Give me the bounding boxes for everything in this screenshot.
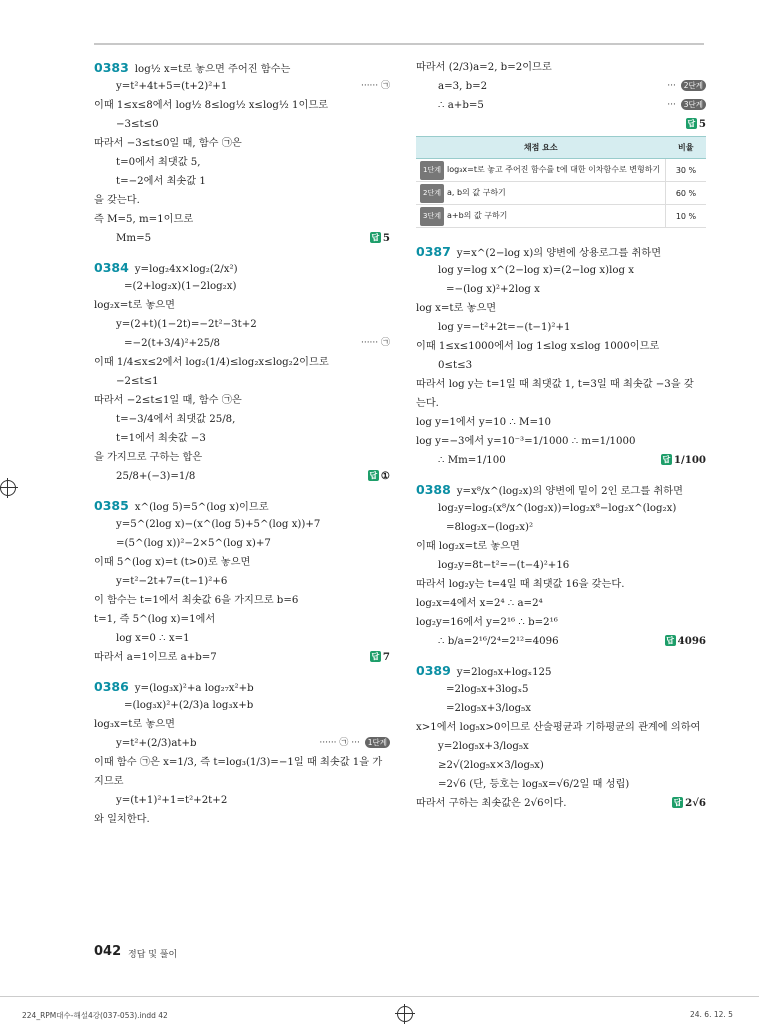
solution-line [94, 191, 390, 210]
solution-line [94, 648, 390, 667]
solution-line [94, 610, 390, 629]
spacer [94, 248, 390, 258]
solution-line [94, 553, 390, 572]
line-text: =(log₃x)²+(2/3)a log₃x+b [124, 700, 254, 711]
solution-line [416, 115, 706, 134]
scoring-table-header: 비율 [666, 137, 707, 159]
solution-line [416, 299, 706, 318]
line-text: y=2log₅x+logₓ125 [456, 667, 552, 678]
problem-number: 0389 [416, 663, 451, 678]
line-text: t=−2에서 최솟값 1 [116, 176, 206, 187]
solution-line [416, 661, 706, 680]
line-text: x^(log 5)=5^(log x)이므로 [134, 502, 269, 513]
solution-line [94, 391, 390, 410]
step-badge: 2단계 [681, 80, 706, 91]
solution-line [94, 496, 390, 515]
line-text: ≥2√(2log₅x×3/log₅x) [438, 760, 544, 771]
line-text: y=(t+1)²+1=t²+2t+2 [116, 795, 228, 806]
line-text: 을 가지므로 구하는 합은 [94, 452, 203, 463]
line-text: 따라서 −3≤t≤0일 때, 함수 ㉠은 [94, 138, 242, 149]
solution-line [416, 58, 706, 77]
line-text: 따라서 log₂y는 t=4일 때 최댓값 16을 갖는다. [416, 579, 625, 590]
line-text: y=(2+t)(1−2t)=−2t²−3t+2 [116, 319, 257, 330]
line-text: log₂y=log₂(x⁸/x^(log₂x))=log₂x⁸−log₂x^(log₂x) [438, 503, 677, 514]
line-text: =2√6 (단, 등호는 log₅x=√6/2일 때 성립) [438, 779, 630, 790]
solution-line [416, 318, 706, 337]
solution-line [94, 572, 390, 591]
registration-mark-icon [0, 480, 16, 496]
line-text: 즉 M=5, m=1이므로 [94, 214, 194, 225]
solution-line [94, 591, 390, 610]
line-text: x>1에서 log₅x>0이므로 산술평균과 기하평균의 관계에 의하여 [416, 722, 701, 733]
line-text: 따라서 (2/3)a=2, b=2이므로 [416, 62, 552, 73]
solution-line [416, 775, 706, 794]
answer [370, 648, 390, 667]
problem-number: 0386 [94, 679, 129, 694]
solution-line [94, 258, 390, 277]
line-text: 이때 1/4≤x≤2에서 log₂(1/4)≤log₂x≤log₂2이므로 [94, 357, 329, 368]
answer-value: 5 [698, 118, 706, 130]
answer-icon: 답 [687, 119, 696, 128]
solution-line [94, 172, 390, 191]
solution-line [94, 791, 390, 810]
line-text: −3≤t≤0 [116, 119, 159, 130]
line-text: y=log₂4x×log₂(2/x²) [134, 264, 238, 275]
problem-number: 0385 [94, 498, 129, 513]
answer-value: 4096 [677, 635, 706, 647]
line-text: y=x⁸/x^(log₂x)의 양변에 밑이 2인 로그를 취하면 [456, 486, 683, 497]
answer [661, 451, 706, 470]
equation-tag: ······ ㉠ [360, 338, 390, 348]
solution-line [416, 96, 706, 115]
answer [368, 467, 390, 486]
equation-tag: ······ ㉠ [360, 81, 390, 91]
solution-line [416, 413, 706, 432]
solution-line [416, 394, 706, 413]
page-number: 042 [94, 944, 122, 959]
scoring-item [416, 205, 666, 228]
solution-line [416, 594, 706, 613]
solution-line [94, 734, 390, 753]
solution-line [416, 261, 706, 280]
solution-line [416, 737, 706, 756]
solution-line [416, 699, 706, 718]
solution-line [94, 448, 390, 467]
line-text: log y=−t²+2t=−(t−1)²+1 [438, 322, 571, 333]
equation-tag: ······ ㉠ [319, 738, 349, 748]
answer-icon: 답 [662, 455, 671, 464]
solution-line [94, 134, 390, 153]
solution-line [94, 534, 390, 553]
line-text: 이때 5^(log x)=t (t>0)로 놓으면 [94, 557, 251, 568]
solution-line [416, 499, 706, 518]
scoring-item-text: a+b의 값 구하기 [446, 211, 508, 220]
line-text: log x=t로 놓으면 [416, 303, 497, 314]
line-text: 이 함수는 t=1에서 최솟값 6을 가지므로 b=6 [94, 595, 299, 606]
line-text: log₂x=4에서 x=2⁴ ∴ a=2⁴ [416, 598, 543, 609]
right-column [416, 58, 706, 813]
solution-line [94, 810, 390, 829]
solution-line [94, 772, 390, 791]
solution-line [94, 515, 390, 534]
spacer [416, 651, 706, 661]
scoring-table-header: 채점 요소 [416, 137, 666, 159]
line-text: =−2(t+3/4)²+25/8 [124, 338, 221, 349]
solution-line [416, 451, 706, 470]
answer [370, 229, 390, 248]
line-text: ∴ b/a=2¹⁶/2⁴=2¹²=4096 [438, 636, 559, 647]
problem-number: 0387 [416, 244, 451, 259]
line-text: y=5^(2log x)−(x^(log 5)+5^(log x))+7 [116, 519, 321, 530]
line-text: y=(log₃x)²+a log₂₇x²+b [134, 683, 254, 694]
line-text: y=x^(2−log x)의 양변에 상용로그를 취하면 [456, 248, 662, 259]
solution-line [416, 632, 706, 651]
solution-line [94, 115, 390, 134]
solution-line [94, 696, 390, 715]
line-text: 지므로 [94, 776, 124, 787]
scoring-percent: 30 % [666, 159, 707, 182]
line-text: y=2log₅x+3/log₅x [438, 741, 529, 752]
line-text: a=3, b=2 [438, 81, 488, 92]
spacer [416, 470, 706, 480]
line-text: ∴ Mm=1/100 [438, 455, 506, 466]
solution-line [94, 353, 390, 372]
scoring-percent: 10 % [666, 205, 707, 228]
answer-icon: 답 [371, 652, 380, 661]
line-text: 와 일치한다. [94, 814, 150, 825]
line-text: t=−3/4에서 최댓값 25/8, [116, 414, 236, 425]
line-text: 이때 함수 ㉠은 x=1/3, 즉 t=log₃(1/3)=−1일 때 최솟값 1을 가 [94, 757, 383, 768]
solution-line [94, 629, 390, 648]
line-text: log₂x=t로 놓으면 [94, 300, 175, 311]
scoring-table-row [416, 182, 706, 205]
solution-line [94, 429, 390, 448]
line-text: =−(log x)²+2log x [446, 284, 540, 295]
solution-line [416, 480, 706, 499]
scoring-item [416, 182, 666, 205]
line-text: 는다. [416, 398, 439, 409]
solution-line [416, 337, 706, 356]
solution-line [416, 537, 706, 556]
solution-line [94, 334, 390, 353]
left-column [94, 58, 390, 829]
step-marker: ······ ㉠ ··· 1단계 [319, 734, 390, 753]
line-text: =(5^(log x))²−2×5^(log x)+7 [116, 538, 271, 549]
line-text: Mm=5 [116, 233, 152, 244]
solution-line [94, 315, 390, 334]
solution-line [416, 356, 706, 375]
answer-value: ① [380, 470, 390, 482]
scoring-table-row [416, 205, 706, 228]
line-text: 따라서 log y는 t=1일 때 최댓값 1, t=3일 때 최솟값 −3을 갖 [416, 379, 694, 390]
line-text: 이때 log₂x=t로 놓으면 [416, 541, 520, 552]
solution-line [416, 718, 706, 737]
solution-line [94, 296, 390, 315]
line-text: 이때 1≤x≤8에서 log½ 8≤log½ x≤log½ 1이므로 [94, 100, 329, 111]
print-date: 24. 6. 12. 5 [690, 1010, 733, 1019]
file-info: 224_RPM대수-해설4강(037-053).indd 42 [22, 1011, 168, 1020]
solution-line [416, 280, 706, 299]
top-rule [94, 43, 704, 45]
answer [686, 115, 706, 134]
scoring-percent: 60 % [666, 182, 707, 205]
line-text: ∴ a+b=5 [438, 100, 484, 111]
registration-mark-icon [397, 1006, 413, 1022]
scoring-item-text: a, b의 값 구하기 [446, 188, 506, 197]
solution-line [94, 753, 390, 772]
line-text: 따라서 a=1이므로 a+b=7 [94, 652, 217, 663]
solution-line [94, 467, 390, 486]
solution-line [416, 575, 706, 594]
line-text: 따라서 구하는 최솟값은 2√6이다. [416, 798, 567, 809]
answer [665, 632, 706, 651]
solution-line [94, 410, 390, 429]
scoring-item [416, 159, 666, 182]
problem-number: 0388 [416, 482, 451, 497]
line-text: 25/8+(−3)=1/8 [116, 471, 196, 482]
line-text: log₂y=16에서 y=2¹⁶ ∴ b=2¹⁶ [416, 617, 558, 628]
line-text: 이때 1≤x≤1000에서 log 1≤log x≤log 1000이므로 [416, 341, 660, 352]
problem-number: 0384 [94, 260, 129, 275]
solution-line [94, 229, 390, 248]
line-text: y=t²+4t+5=(t+2)²+1 [116, 81, 228, 92]
line-text: t=1에서 최솟값 −3 [116, 433, 206, 444]
line-text: 0≤t≤3 [438, 360, 473, 371]
line-text: =(2+log₂x)(1−2log₂x) [124, 281, 237, 292]
step-marker: ··· 3단계 [667, 96, 706, 115]
line-text: log y=log x^(2−log x)=(2−log x)log x [438, 265, 635, 276]
solution-line [416, 432, 706, 451]
solution-line [416, 375, 706, 394]
answer-icon: 답 [371, 233, 380, 242]
solution-line [416, 77, 706, 96]
line-text: y=t²+(2/3)at+b [116, 738, 197, 749]
problem-number: 0383 [94, 60, 129, 75]
line-text: log y=1에서 y=10 ∴ M=10 [416, 417, 551, 428]
solution-line [94, 677, 390, 696]
step-marker: ··· 2단계 [667, 77, 706, 96]
solution-line [94, 96, 390, 115]
solution-line [94, 77, 390, 96]
line-text: y=t²−2t+7=(t−1)²+6 [116, 576, 228, 587]
line-text: =2log₅x+3logₓ5 [446, 684, 529, 695]
line-text: 을 갖는다. [94, 195, 140, 206]
spacer [416, 232, 706, 242]
step-badge: 2단계 [420, 184, 444, 203]
scoring-table [416, 136, 706, 228]
solution-line [94, 277, 390, 296]
answer [672, 794, 706, 813]
step-badge: 1단계 [420, 161, 444, 180]
line-text: 따라서 −2≤t≤1일 때, 함수 ㉠은 [94, 395, 242, 406]
line-text: log x=0 ∴ x=1 [116, 633, 190, 644]
step-badge: 3단계 [681, 99, 706, 110]
step-badge: 1단계 [365, 737, 390, 748]
solution-line [94, 210, 390, 229]
solution-line [416, 680, 706, 699]
line-text: t=1, 즉 5^(log x)=1에서 [94, 614, 216, 625]
solution-line [94, 58, 390, 77]
answer-value: 1/100 [673, 454, 706, 466]
scoring-table-row [416, 159, 706, 182]
section-label: 정답 및 풀이 [128, 950, 178, 960]
line-text: t=0에서 최댓값 5, [116, 157, 201, 168]
solution-line [416, 794, 706, 813]
step-badge: 3단계 [420, 207, 444, 226]
solution-line [94, 153, 390, 172]
solution-line [416, 242, 706, 261]
line-text: =8log₂x−(log₂x)² [446, 522, 534, 533]
answer-value: 5 [382, 232, 390, 244]
line-text: log₃x=t로 놓으면 [94, 719, 175, 730]
answer-icon: 답 [369, 471, 378, 480]
scoring-item-text: log₃x=t로 놓고 주어진 함수를 t에 대한 이차함수로 변형하기 [446, 165, 661, 174]
solution-line [416, 556, 706, 575]
solution-line [94, 372, 390, 391]
line-text: =2log₅x+3/log₅x [446, 703, 531, 714]
line-text: log½ x=t로 놓으면 주어진 함수는 [134, 64, 291, 75]
line-text: −2≤t≤1 [116, 376, 159, 387]
answer-value: 2√6 [685, 797, 706, 809]
solution-line [416, 518, 706, 537]
solution-line [416, 613, 706, 632]
bottom-rule [0, 996, 759, 997]
line-text: log y=−3에서 y=10⁻³=1/1000 ∴ m=1/1000 [416, 436, 636, 447]
answer-icon: 답 [673, 798, 682, 807]
line-text: log₂y=8t−t²=−(t−4)²+16 [438, 560, 570, 571]
answer-value: 7 [382, 651, 390, 663]
spacer [94, 667, 390, 677]
answer-icon: 답 [666, 636, 674, 645]
spacer [94, 486, 390, 496]
solution-line [416, 756, 706, 775]
solution-line [94, 715, 390, 734]
